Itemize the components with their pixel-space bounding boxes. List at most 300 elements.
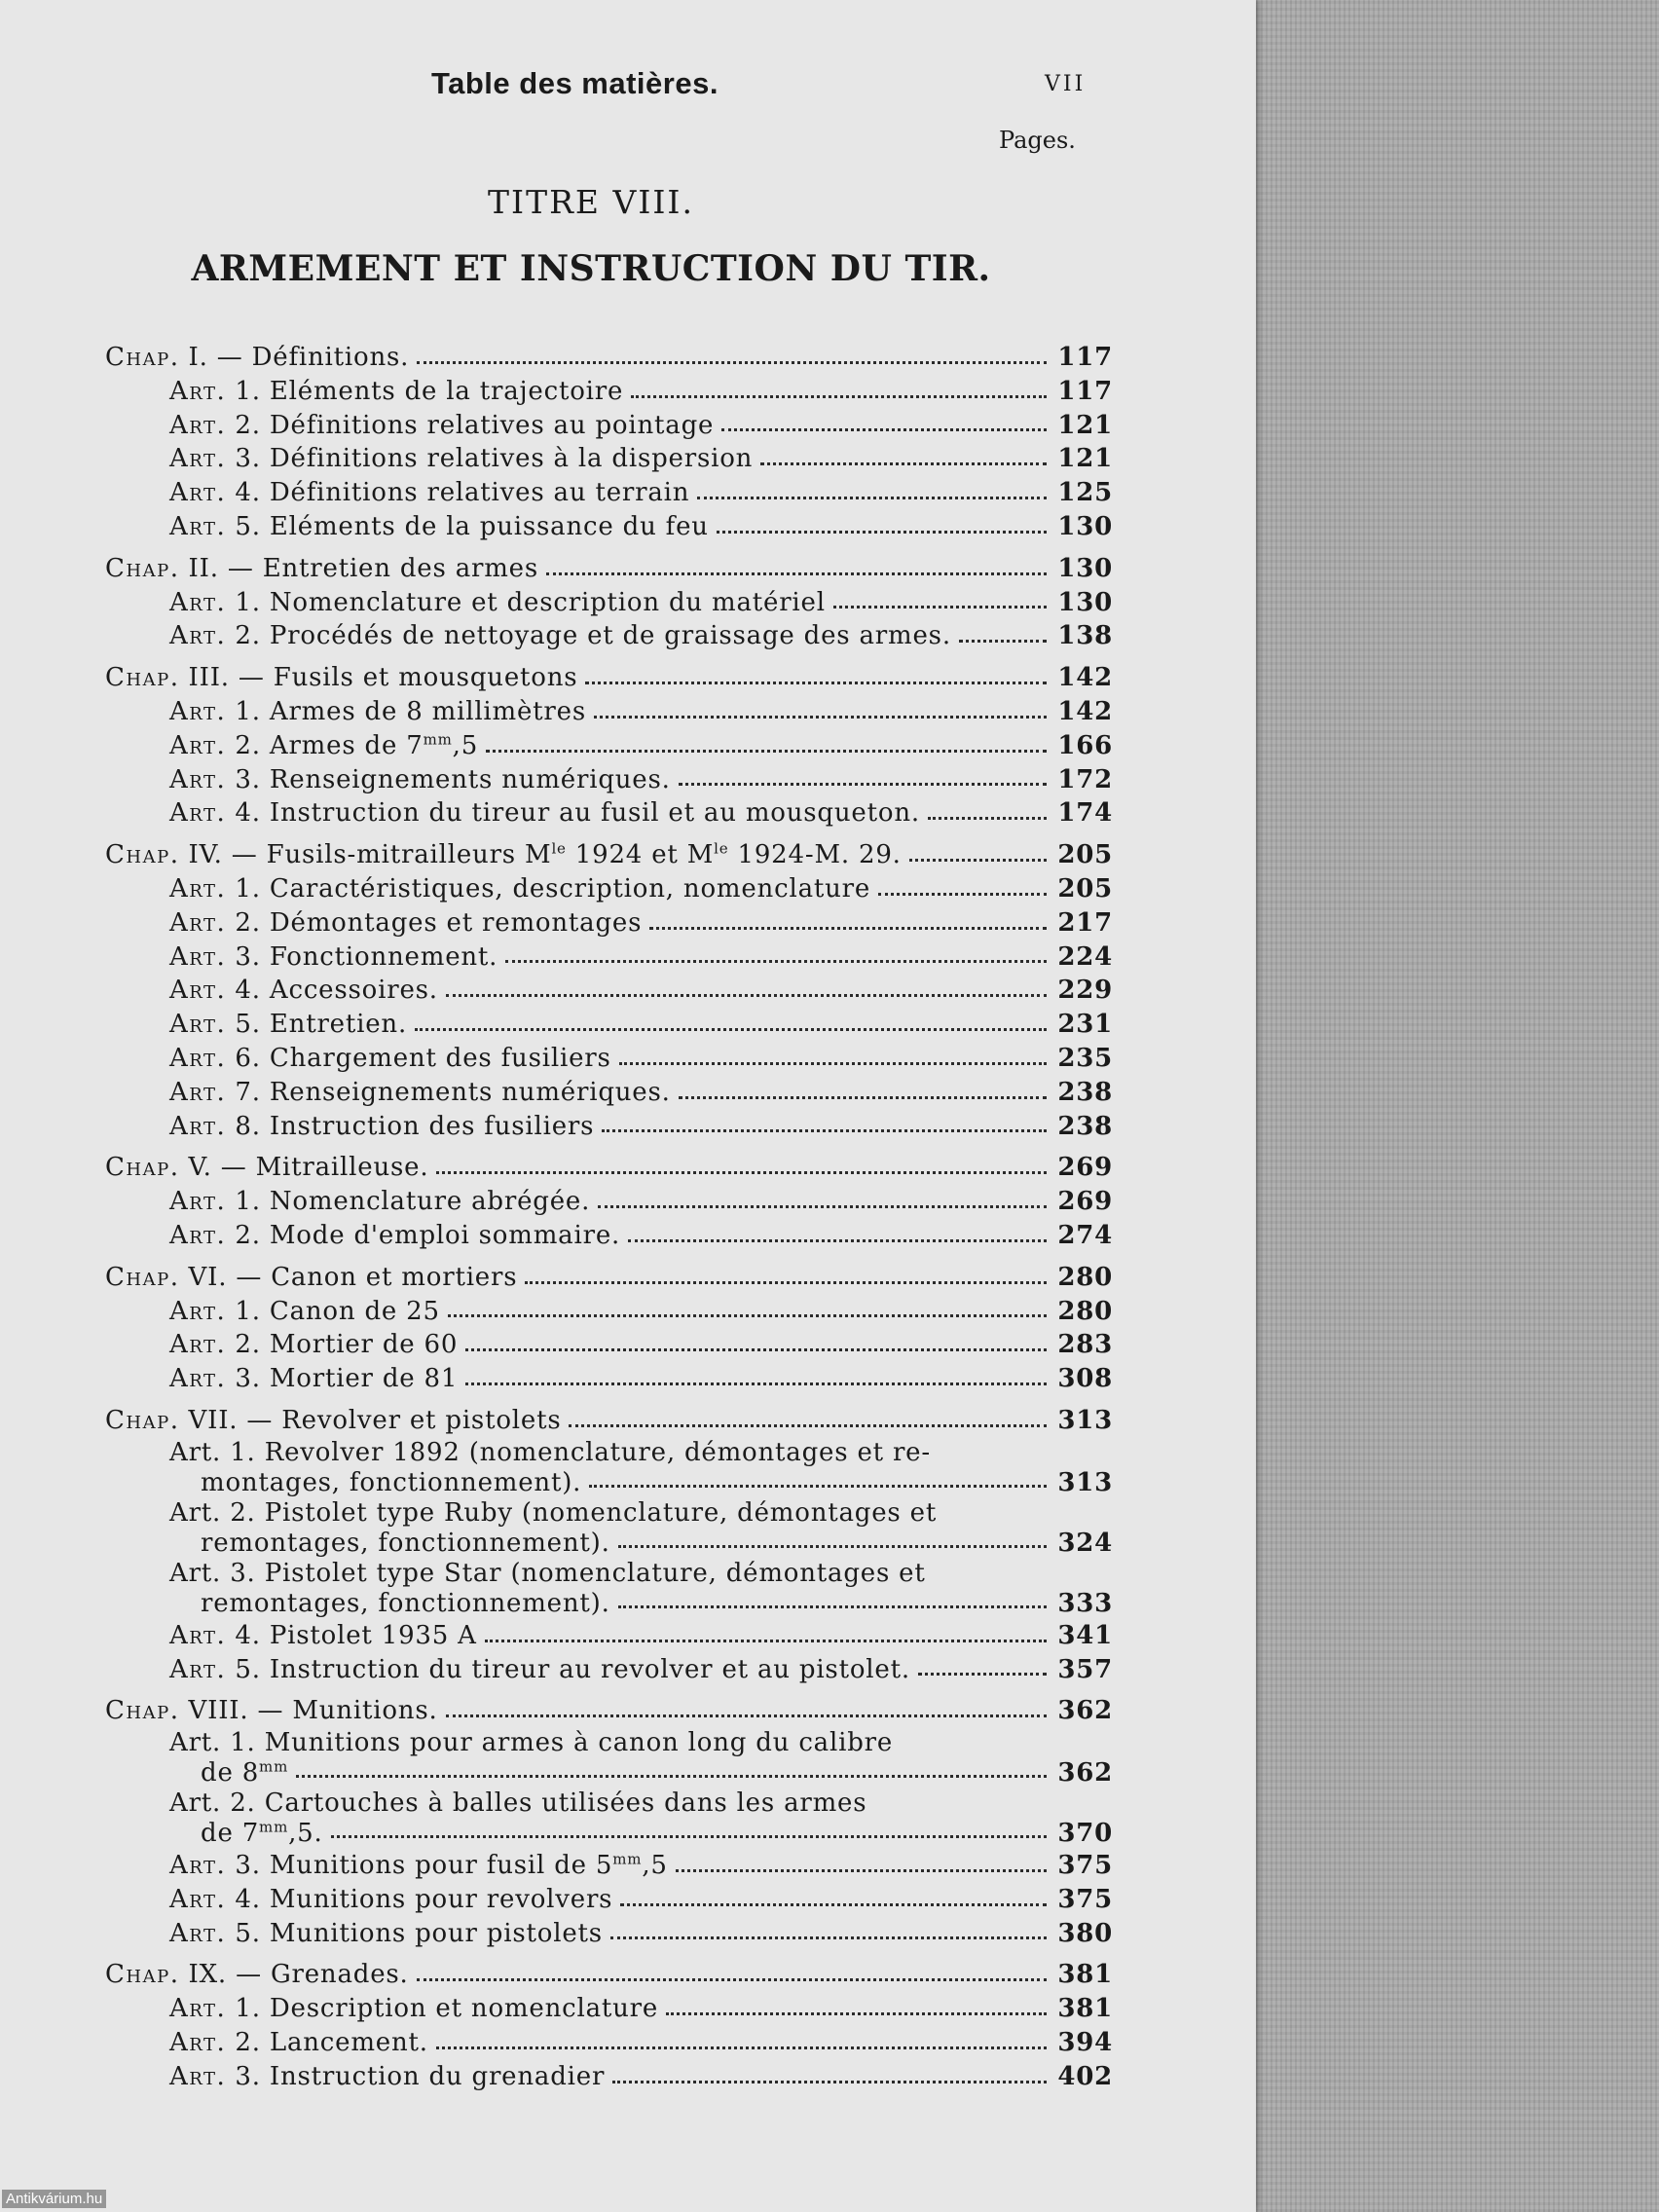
article-label: [169, 872, 870, 906]
entry-title: Nomenclature et description du matériel: [269, 587, 826, 617]
dot-leader: [959, 640, 1047, 643]
article-number: 3.: [230, 1558, 256, 1588]
article-row: [105, 1849, 1113, 1883]
article-label: [169, 1295, 440, 1329]
entry-title: Caractéristiques, description, nomenclature: [269, 873, 871, 903]
article-label: [169, 940, 498, 975]
dot-leader: [631, 395, 1047, 398]
article-keyword: Art.: [169, 907, 227, 938]
article-keyword: Art.: [169, 444, 227, 474]
chapter-label: Chap. II. — Entretien des armes: [105, 553, 539, 583]
page-ref: 138: [1057, 621, 1113, 651]
chapter-keyword: Chap.: [105, 663, 180, 693]
article-entry: [105, 1559, 1113, 1619]
dot-leader: [465, 1348, 1047, 1351]
entry-title: Pistolet 1935 A: [269, 1620, 477, 1650]
article-entry: [105, 1619, 1113, 1653]
page-ref: 283: [1057, 1330, 1113, 1360]
article-number: 3.: [235, 764, 261, 794]
dot-leader: [620, 1903, 1047, 1906]
dot-leader: [833, 606, 1047, 608]
article-row: [105, 510, 1113, 544]
article-label: [169, 763, 671, 797]
article-entry: [105, 1076, 1113, 1110]
page-ref: 224: [1057, 941, 1113, 972]
article-row: [105, 695, 1113, 729]
article-entry: [105, 940, 1113, 975]
article-entry: [105, 1110, 1113, 1144]
article-row: [105, 1362, 1113, 1396]
article-entry: [105, 442, 1113, 476]
article-row: [105, 409, 1113, 443]
article-keyword: Art.: [169, 1884, 227, 1914]
article-number: 4.: [235, 1884, 261, 1914]
article-keyword: Art.: [169, 1437, 222, 1467]
page-ref: 375: [1057, 1884, 1113, 1914]
dot-leader: [485, 1640, 1047, 1642]
article-keyword: Art.: [169, 1043, 227, 1073]
article-number: 1.: [235, 696, 261, 726]
section-subtitle: ARMEMENT ET INSTRUCTION DU TIR.: [191, 248, 991, 289]
article-row: [105, 940, 1113, 975]
article-number: 2.: [230, 1788, 256, 1819]
article-label: [169, 1467, 581, 1498]
article-number: 1.: [230, 1437, 256, 1467]
dot-leader: [446, 1714, 1047, 1717]
article-row: [105, 2060, 1113, 2094]
chapter-entry: [105, 552, 1113, 586]
article-row: [105, 1185, 1113, 1219]
entry-title: Canon de 25: [269, 1296, 440, 1326]
entry-title: Instruction du tireur au fusil et au mousqueton.: [269, 798, 920, 829]
article-entry: [105, 1849, 1113, 1883]
entry-title: de 7: [201, 1819, 260, 1849]
entry-title: Renseignements numériques.: [269, 764, 671, 794]
article-label: [169, 695, 586, 729]
chapter-keyword: Chap.: [105, 1960, 180, 1990]
chapter-entry: [105, 661, 1113, 695]
dot-leader: [628, 1239, 1047, 1242]
page-ref: 142: [1057, 663, 1113, 693]
article-number: 2.: [235, 2028, 261, 2058]
page-header: [0, 66, 1256, 115]
dot-leader: [612, 2081, 1047, 2083]
entry-title: Eléments de la puissance du feu: [269, 511, 709, 541]
entry-title-tail: 1924 et M: [566, 840, 715, 870]
dot-leader: [676, 1869, 1047, 1872]
article-keyword: Art.: [169, 478, 227, 508]
background-surface: [1256, 0, 1659, 2212]
entry-title: Définitions relatives au pointage: [269, 410, 715, 440]
article-number: 2.: [235, 907, 261, 938]
superscript: mm: [259, 1818, 289, 1836]
entry-title: Démontages et remontages: [269, 907, 643, 938]
article-entry: [105, 1008, 1113, 1042]
article-entry: [105, 409, 1113, 443]
dot-leader: [417, 1978, 1047, 1981]
article-row: [105, 1619, 1113, 1653]
article-row: [105, 1653, 1113, 1687]
article-row: [105, 1917, 1113, 1951]
article-row: [105, 586, 1113, 620]
dot-leader: [928, 817, 1047, 820]
article-label: [169, 974, 438, 1008]
entry-title-tail: ,5: [642, 1851, 668, 1881]
article-label: [169, 1992, 658, 2026]
page-ref: 235: [1057, 1043, 1113, 1073]
article-row: [105, 796, 1113, 830]
chapter-keyword: Chap.: [105, 553, 180, 583]
article-row: [105, 1008, 1113, 1042]
article-label: [169, 476, 689, 510]
dot-leader: [878, 893, 1047, 896]
running-title: Table des matières.: [431, 66, 719, 100]
article-first-line: [105, 1498, 1113, 1528]
article-label: [169, 1588, 610, 1619]
article-title-start: Revolver 1892 (nomenclature, démontages et re-: [264, 1437, 931, 1467]
chapter-keyword: Chap.: [105, 840, 180, 870]
article-number: 3.: [235, 1364, 261, 1394]
page-ref: 269: [1057, 1153, 1113, 1183]
article-entry: [105, 2026, 1113, 2060]
chapter-label: Chap. I. — Définitions.: [105, 343, 410, 372]
article-row: [105, 375, 1113, 409]
chapter-keyword: Chap.: [105, 343, 180, 372]
article-label: [169, 2060, 605, 2094]
dot-leader: [602, 1129, 1047, 1132]
entry-title: Définitions.: [251, 343, 410, 372]
article-keyword: Art.: [169, 1788, 222, 1819]
pages-column-label: Pages.: [999, 127, 1076, 154]
chapter-label: Chap. IV. — Fusils-mitrailleurs $M^{le}$ 1924 et $M^{le}$ 1924-M. 29.: [105, 839, 902, 870]
article-number: 2.: [235, 621, 261, 651]
article-keyword: Art.: [169, 1851, 227, 1881]
dot-leader: [918, 1673, 1047, 1676]
article-entry: [105, 375, 1113, 409]
article-row: [105, 1818, 1113, 1849]
article-number: 8.: [235, 1111, 261, 1141]
article-label: [169, 1076, 671, 1110]
article-keyword: Art.: [169, 621, 227, 651]
entry-title: Eléments de la trajectoire: [269, 376, 624, 406]
page-ref: 117: [1057, 343, 1113, 372]
article-keyword: Art.: [169, 976, 227, 1006]
article-entry: [105, 510, 1113, 544]
article-entry: [105, 1498, 1113, 1559]
article-entry: [105, 763, 1113, 797]
page-ref: 174: [1057, 798, 1113, 829]
entry-title: Munitions pour pistolets: [269, 1918, 603, 1948]
chapter-entry: [105, 341, 1113, 375]
superscript: mm: [612, 1850, 643, 1868]
page-ref: 229: [1057, 976, 1113, 1006]
article-entry: [105, 1042, 1113, 1076]
article-keyword: Art.: [169, 1918, 227, 1948]
article-row: [105, 1328, 1113, 1362]
article-number: 6.: [235, 1043, 261, 1073]
article-entry: [105, 1362, 1113, 1396]
article-keyword: Art.: [169, 1558, 222, 1588]
entry-title: Nomenclature abrégée.: [269, 1187, 591, 1217]
entry-title: Mitrailleuse.: [255, 1153, 429, 1183]
entry-title: Revolver et pistolets: [281, 1405, 562, 1435]
article-number: 3.: [235, 2061, 261, 2091]
dot-leader: [417, 361, 1047, 364]
entry-title: Instruction du tireur au revolver et au pistolet.: [269, 1654, 910, 1684]
superscript: le: [714, 839, 729, 858]
article-entry: [105, 2060, 1113, 2094]
article-label: [169, 906, 642, 940]
article-number: 2.: [235, 410, 261, 440]
article-keyword: Art.: [169, 941, 227, 972]
chapter-entry: [105, 1694, 1113, 1728]
article-keyword: Art.: [169, 1330, 227, 1360]
superscript: mm: [423, 730, 453, 749]
article-number: 3.: [235, 941, 261, 972]
chapter-entry: [105, 1151, 1113, 1185]
chapter-number: II.: [188, 553, 219, 583]
entry-title: Entretien.: [269, 1010, 408, 1040]
page-ref: 380: [1057, 1918, 1113, 1948]
article-label: [169, 1653, 910, 1687]
article-title-start: Cartouches à balles utilisées dans les armes: [264, 1788, 867, 1819]
article-row: [105, 729, 1113, 763]
article-row: [105, 2026, 1113, 2060]
chapter-number: VII.: [188, 1405, 239, 1435]
entry-title: Lancement.: [269, 2028, 428, 2058]
article-entry: [105, 872, 1113, 906]
chapter-number: I.: [188, 343, 208, 372]
article-label: [169, 586, 826, 620]
article-row: [105, 1076, 1113, 1110]
dot-leader: [436, 2046, 1047, 2049]
chapter-entry: [105, 1958, 1113, 1992]
article-row: [105, 1042, 1113, 1076]
article-number: 1.: [235, 587, 261, 617]
entry-title-tail: ,5.: [288, 1819, 323, 1849]
article-keyword: Art.: [169, 2061, 227, 2091]
page-ref: 362: [1057, 1696, 1113, 1726]
chapter-number: V.: [188, 1153, 212, 1183]
dot-leader: [679, 1096, 1047, 1099]
article-number: 4.: [235, 976, 261, 1006]
article-keyword: Art.: [169, 410, 227, 440]
chapter-number: VI.: [188, 1262, 228, 1292]
article-keyword: Art.: [169, 696, 227, 726]
page-ref: 313: [1057, 1467, 1113, 1497]
watermark: Antikvárium.hu: [2, 2190, 106, 2208]
entry-title: Renseignements numériques.: [269, 1077, 671, 1107]
article-number: 5.: [235, 1918, 261, 1948]
article-row: [105, 1528, 1113, 1559]
article-label: [169, 1219, 620, 1253]
page-ref: 280: [1057, 1262, 1113, 1292]
article-keyword: Art.: [169, 730, 227, 760]
article-number: 5.: [235, 1654, 261, 1684]
page-ref: 217: [1057, 907, 1113, 938]
page-ref: 308: [1057, 1364, 1113, 1394]
article-keyword: Art.: [169, 1296, 227, 1326]
article-entry: [105, 476, 1113, 510]
page-ref: 357: [1057, 1654, 1113, 1684]
dot-leader: [909, 859, 1047, 862]
entry-title: Munitions pour revolvers: [269, 1884, 613, 1914]
article-row: [105, 442, 1113, 476]
entry-title: Armes de 8 millimètres: [269, 696, 586, 726]
article-first-line: [105, 1559, 1113, 1588]
article-keyword: Art.: [169, 2028, 227, 2058]
page-ref: 324: [1057, 1528, 1113, 1558]
article-keyword: Art.: [169, 764, 227, 794]
article-row: [105, 974, 1113, 1008]
chapter-row: [105, 838, 1113, 872]
article-row: [105, 763, 1113, 797]
article-first-line: [105, 1438, 1113, 1467]
dot-leader: [589, 1485, 1047, 1488]
entry-title: Armes de 7: [269, 730, 424, 760]
chapter-number: III.: [188, 663, 230, 693]
article-entry: [105, 1295, 1113, 1329]
article-number: 2.: [230, 1497, 256, 1528]
article-entry: [105, 906, 1113, 940]
article-entry: [105, 695, 1113, 729]
chapter-row: [105, 1261, 1113, 1295]
page-ref: 130: [1057, 511, 1113, 541]
entry-title: Mortier de 60: [269, 1330, 459, 1360]
article-keyword: Art.: [169, 1187, 227, 1217]
page-ref: 238: [1057, 1111, 1113, 1141]
article-label: [169, 1110, 594, 1144]
article-keyword: Art.: [169, 1111, 227, 1141]
article-entry: [105, 586, 1113, 620]
article-keyword: Art.: [169, 1497, 222, 1528]
entry-title: Munitions.: [292, 1696, 438, 1726]
article-number: 1.: [235, 1994, 261, 2024]
article-row: [105, 906, 1113, 940]
dot-leader: [594, 716, 1047, 719]
chapter-row: [105, 1694, 1113, 1728]
entry-title: Définitions relatives au terrain: [269, 478, 690, 508]
article-row: [105, 619, 1113, 653]
article-entry: [105, 729, 1113, 763]
entry-title: Définitions relatives à la dispersion: [269, 444, 754, 474]
dot-leader: [331, 1835, 1047, 1838]
article-keyword: Art.: [169, 1728, 222, 1758]
dot-leader: [446, 994, 1047, 997]
article-first-line: [105, 1728, 1113, 1757]
entry-title: Grenades.: [270, 1960, 409, 1990]
article-label: [169, 1528, 610, 1559]
dot-leader: [448, 1314, 1047, 1317]
page-ref: 130: [1057, 587, 1113, 617]
article-row: [105, 1757, 1113, 1788]
article-entry: [105, 1219, 1113, 1253]
article-entry: [105, 1728, 1113, 1788]
page-ref: 238: [1057, 1077, 1113, 1107]
article-label: [169, 619, 951, 653]
page-ref: 121: [1057, 410, 1113, 440]
article-number: 2.: [235, 1330, 261, 1360]
article-entry: [105, 1653, 1113, 1687]
page-ref: 370: [1057, 1819, 1113, 1849]
article-keyword: Art.: [169, 1620, 227, 1650]
article-number: 5.: [235, 1010, 261, 1040]
entry-title: remontages, fonctionnement).: [201, 1528, 610, 1558]
article-keyword: Art.: [169, 587, 227, 617]
entry-title: Mortier de 81: [269, 1364, 459, 1394]
article-label: [169, 1619, 477, 1653]
chapter-label: Chap. VI. — Canon et mortiers: [105, 1262, 518, 1292]
chapter-row: [105, 1958, 1113, 1992]
article-keyword: Art.: [169, 1654, 227, 1684]
dot-leader: [679, 783, 1047, 786]
article-title-start: Pistolet type Star (nomenclature, démontages et: [264, 1558, 926, 1588]
chapter-label: Chap. IX. — Grenades.: [105, 1960, 409, 1990]
article-entry: [105, 796, 1113, 830]
page-ref: 142: [1057, 696, 1113, 726]
article-number: 4.: [235, 798, 261, 829]
chapter-keyword: Chap.: [105, 1696, 180, 1726]
article-label: [169, 1757, 288, 1788]
article-number: 5.: [235, 511, 261, 541]
article-label: [169, 1883, 612, 1917]
article-label: [169, 1917, 603, 1951]
chapter-entry: [105, 1404, 1113, 1438]
article-number: 1.: [235, 1296, 261, 1326]
entry-title: de 8: [201, 1758, 260, 1788]
article-entry: [105, 1328, 1113, 1362]
article-number: 1.: [235, 873, 261, 903]
article-label: [169, 1328, 458, 1362]
entry-title: Chargement des fusiliers: [269, 1043, 611, 1073]
entry-title: Fusils-mitrailleurs M: [266, 840, 552, 870]
page-ref: 375: [1057, 1851, 1113, 1881]
article-entry: [105, 1185, 1113, 1219]
dot-leader: [525, 1281, 1047, 1284]
article-number: 3.: [235, 444, 261, 474]
entry-title: Instruction des fusiliers: [269, 1111, 595, 1141]
article-row: [105, 1883, 1113, 1917]
entry-title: remontages, fonctionnement).: [201, 1588, 610, 1618]
page-ref: 205: [1057, 873, 1113, 903]
dot-leader: [649, 927, 1047, 930]
article-label: [169, 796, 920, 830]
page-ref: 381: [1057, 1960, 1113, 1990]
article-entry: [105, 1992, 1113, 2026]
article-title-start: Pistolet type Ruby (nomenclature, démontages et: [264, 1497, 938, 1528]
article-row: [105, 1219, 1113, 1253]
chapter-keyword: Chap.: [105, 1262, 180, 1292]
article-entry: [105, 1883, 1113, 1917]
chapter-number: IV.: [188, 840, 223, 870]
article-row: [105, 1295, 1113, 1329]
chapter-label: Chap. V. — Mitrailleuse.: [105, 1153, 429, 1183]
article-row: [105, 476, 1113, 510]
page-ref: 274: [1057, 1220, 1113, 1250]
page-ref: 130: [1057, 553, 1113, 583]
article-keyword: Art.: [169, 1364, 227, 1394]
dot-leader: [505, 960, 1047, 963]
article-number: 2.: [235, 730, 261, 760]
dot-leader: [717, 531, 1047, 534]
article-label: [169, 442, 753, 476]
article-row: [105, 1992, 1113, 2026]
entry-title: Fusils et mousquetons: [273, 663, 578, 693]
entry-title: Entretien des armes: [262, 553, 539, 583]
entry-title: Canon et mortiers: [271, 1262, 518, 1292]
dot-leader: [618, 1605, 1047, 1608]
section-title: TITRE VIII.: [488, 183, 694, 221]
